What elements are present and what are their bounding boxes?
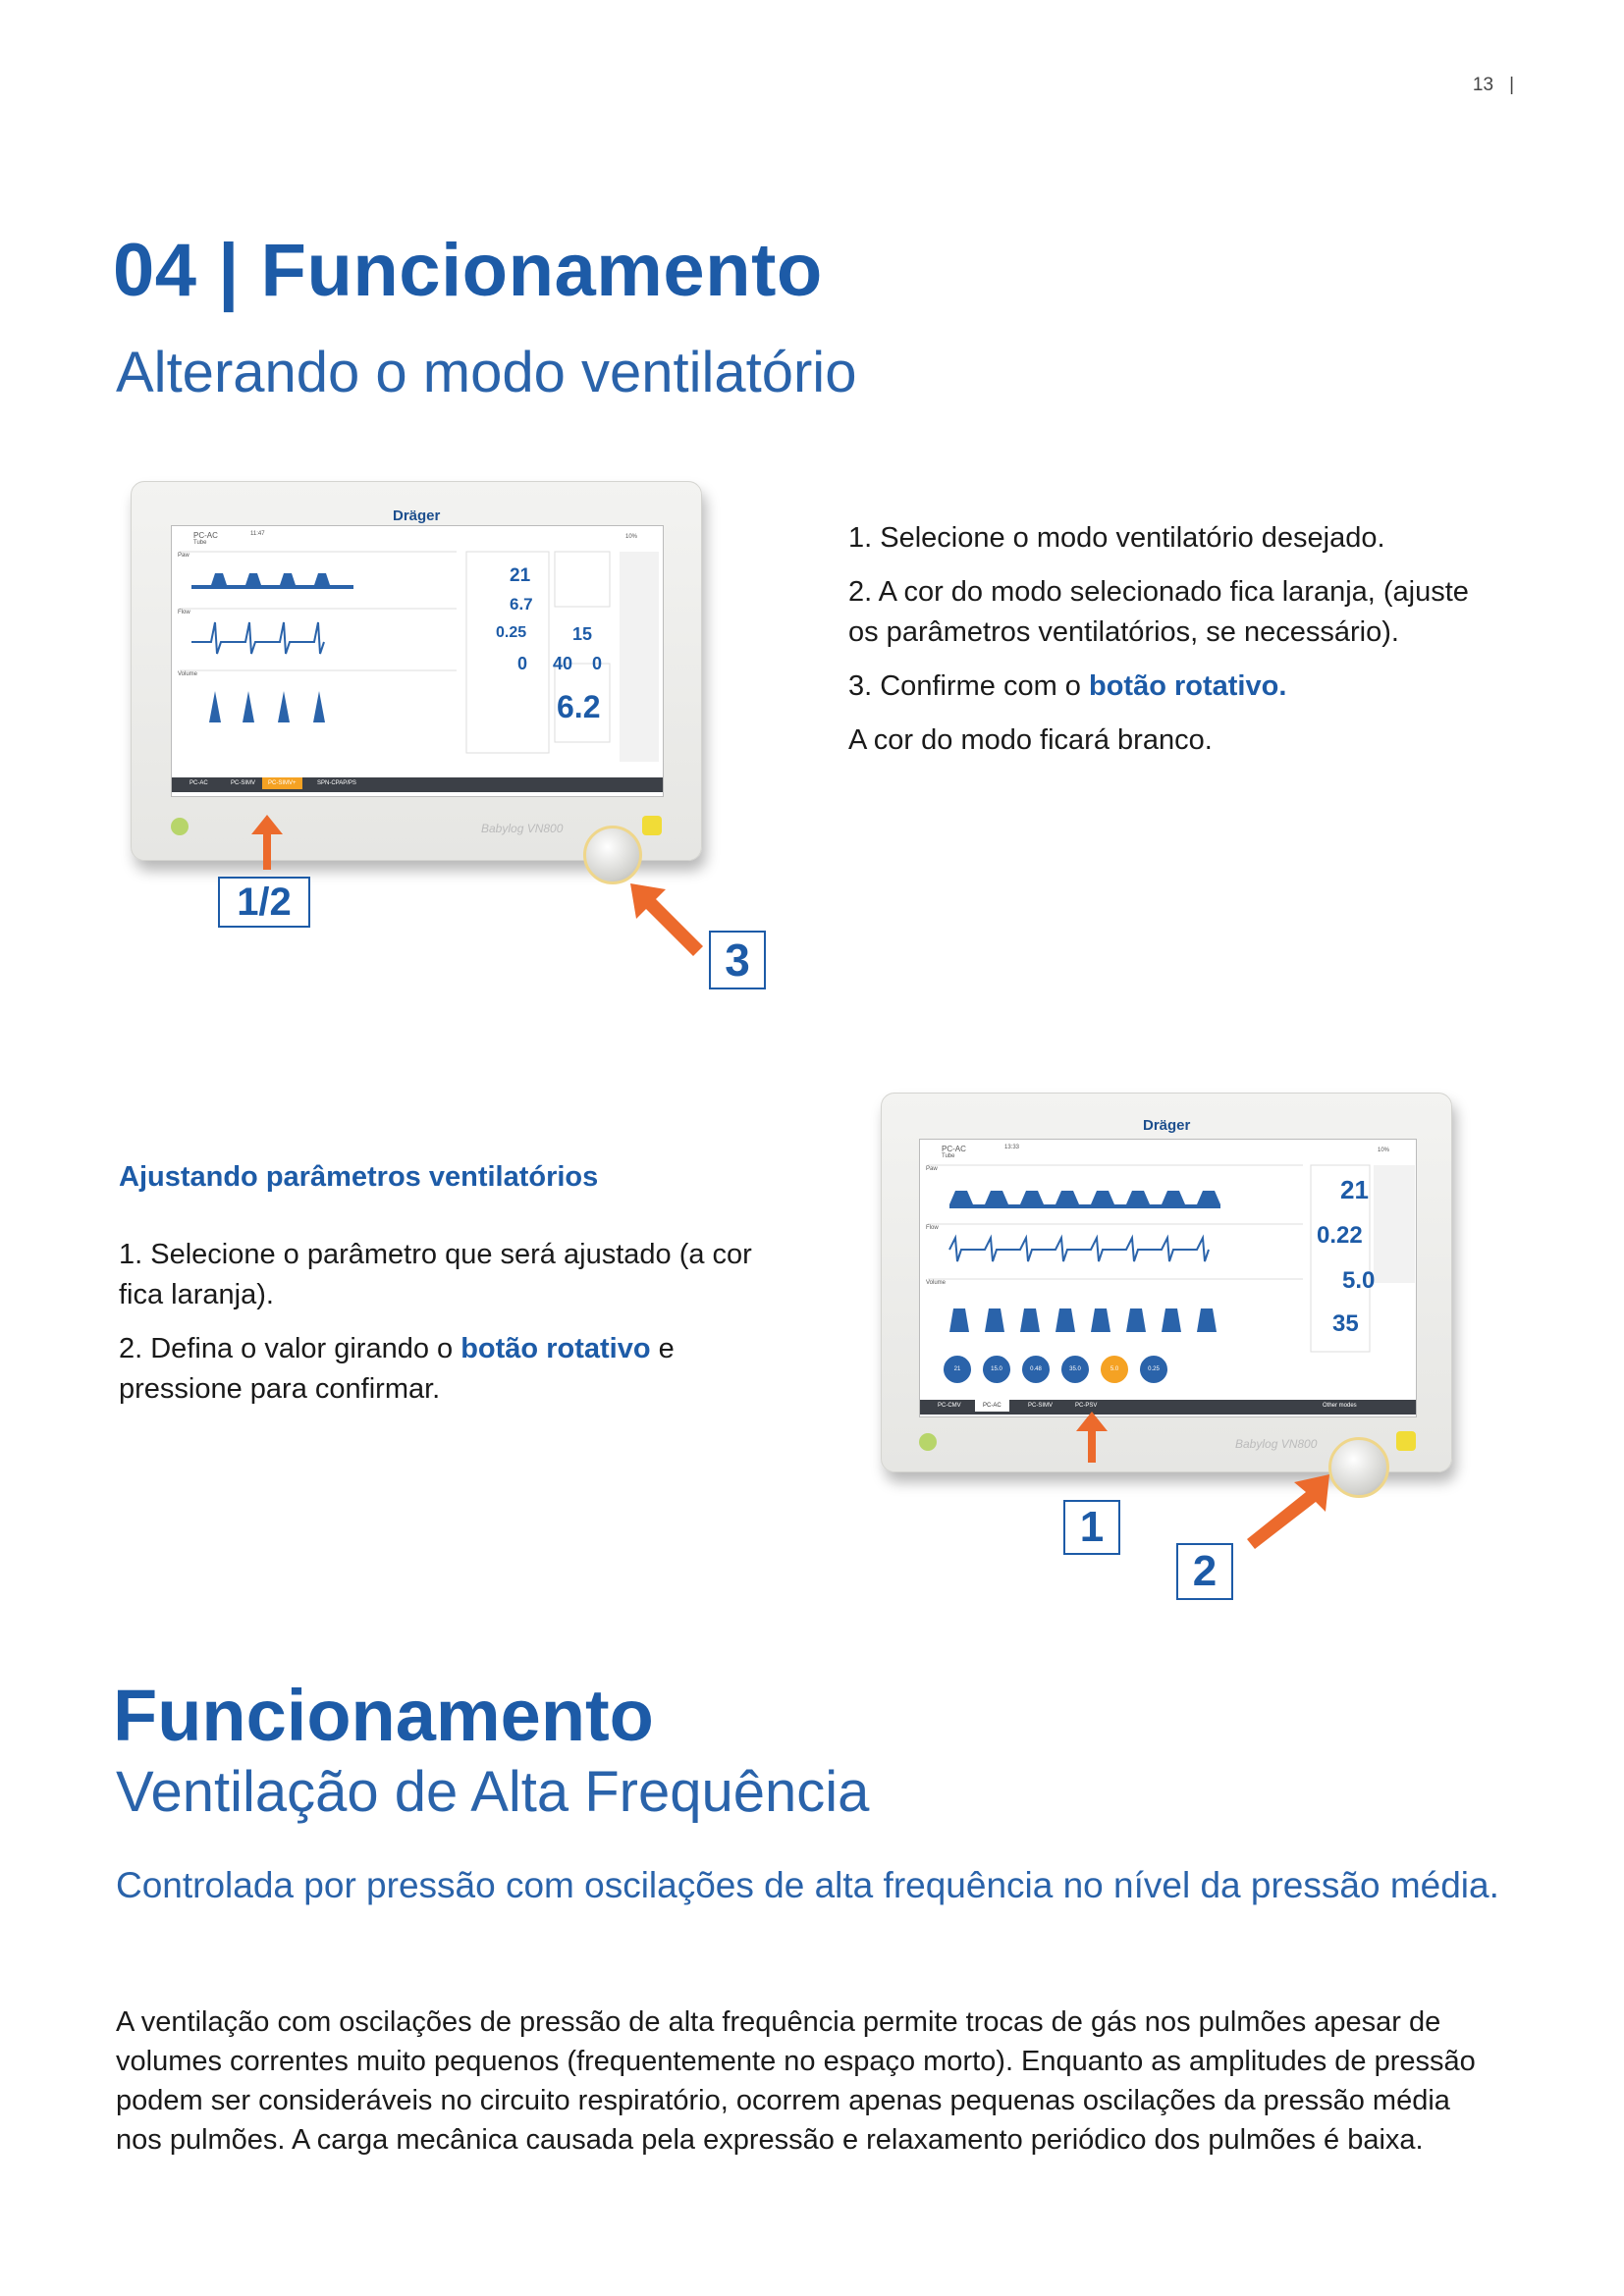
param-dial-selected[interactable]: 5.0 bbox=[1101, 1356, 1128, 1383]
brand-logo: Dräger bbox=[1143, 1117, 1191, 1134]
mode-tab-selected[interactable]: PC-AC bbox=[975, 1400, 1009, 1412]
step-1: 1. Selecione o modo ventilatório desejado. bbox=[848, 522, 1385, 554]
rotary-button-ref: botão rotativo bbox=[460, 1333, 651, 1364]
step-3: 3. Confirme com o botão rotativo. bbox=[848, 670, 1287, 702]
adjust-text bbox=[119, 1235, 767, 1423]
section-subtitle: Alterando o modo ventilatório bbox=[116, 341, 857, 404]
brand-logo: Dräger bbox=[393, 507, 441, 524]
ventilator-device-2 bbox=[881, 1093, 1452, 1472]
mode-bar bbox=[172, 777, 663, 792]
rotary-knob[interactable] bbox=[1328, 1437, 1389, 1498]
adjust-step-1: 1. Selecione o parâmetro que será ajustado (a cor fica laranja). bbox=[119, 1239, 752, 1310]
mode-tab[interactable]: PC-SIMV bbox=[231, 780, 256, 786]
arrow-diagonal-icon bbox=[1243, 1472, 1331, 1551]
param-dial[interactable]: 35.0 bbox=[1061, 1356, 1089, 1383]
model-name: Babylog VN800 bbox=[1235, 1437, 1318, 1451]
adjust-step-2: 2. Defina o valor girando o botão rotativo e pressione para confirmar. bbox=[119, 1333, 675, 1405]
model-name: Babylog VN800 bbox=[481, 822, 564, 835]
adjust-title: Ajustando parâmetros ventilatórios bbox=[119, 1161, 599, 1193]
arrow-diagonal-icon bbox=[628, 881, 707, 960]
section-title: 04 | Funcionamento bbox=[113, 229, 823, 312]
mode-tab[interactable]: SPN-CPAP/PS bbox=[317, 780, 356, 786]
page-number: 13 | bbox=[1472, 75, 1514, 95]
mode-tab[interactable]: PC-SIMV bbox=[1028, 1403, 1054, 1409]
alarm-button[interactable] bbox=[1396, 1431, 1416, 1451]
callout-label-1: 1 bbox=[1063, 1500, 1120, 1555]
arrow-up-icon bbox=[1072, 1410, 1111, 1465]
power-indicator bbox=[171, 818, 189, 835]
arrow-up-icon bbox=[247, 813, 287, 872]
hfo-lead: Controlada por pressão com oscilações de alta frequência no nível da pressão média. bbox=[116, 1865, 1499, 1905]
hfo-body: A ventilação com oscilações de pressão de alta frequência permite trocas de gás nos pulmões apesar de volumes correntes muito pequenos (frequentemente no espaço morto). Enquanto as amplitudes de pressão podem ser consideráveis no circuito respiratório, ocorrem apenas pequenas oscilações da pressão média nos pulmões. A carga mecânica causada pela expressão e relaxamento periódico dos pulmões é baixa. bbox=[116, 2006, 1476, 2156]
device-screen: PC-AC Tube 13:33 10% Paw Flow Volume 21 0.22 5.0 35 21 15.0 0.48 35.0 5.0 0.25 PC-CMV PC-AC PC-SIMV PC-PSV Other modes bbox=[919, 1139, 1417, 1417]
param-dial[interactable]: 15.0 bbox=[983, 1356, 1010, 1383]
mode-bar bbox=[920, 1400, 1416, 1415]
callout-label-3: 3 bbox=[709, 931, 766, 989]
device-screen: PC-AC Tube 11:47 10% Paw Flow Volume 21 6.7 0.25 15 0 40 0 6.2 PC-AC PC-SIMV PC-SIMV+ SPN-CPAP/PS bbox=[171, 525, 664, 797]
step-4: A cor do modo ficará branco. bbox=[848, 724, 1213, 756]
ventilator-device-1 bbox=[131, 481, 702, 861]
param-dial[interactable]: 0.25 bbox=[1140, 1356, 1167, 1383]
param-dial[interactable]: 0.48 bbox=[1022, 1356, 1050, 1383]
rotary-knob[interactable] bbox=[583, 826, 642, 884]
mode-tab[interactable]: PC-CMV bbox=[938, 1403, 961, 1409]
callout-label-1-2: 1/2 bbox=[218, 877, 310, 928]
callout-label-2: 2 bbox=[1176, 1543, 1233, 1600]
hfo-title: Funcionamento bbox=[113, 1675, 654, 1756]
param-dial[interactable]: 21 bbox=[944, 1356, 971, 1383]
mode-tab[interactable]: PC-AC bbox=[189, 780, 208, 786]
rotary-button-ref: botão rotativo. bbox=[1088, 670, 1287, 702]
alarm-button[interactable] bbox=[642, 816, 662, 835]
mode-tab[interactable]: PC-PSV bbox=[1075, 1403, 1098, 1409]
steps-list bbox=[848, 518, 1477, 774]
other-modes-button[interactable]: Other modes bbox=[1323, 1403, 1357, 1409]
power-indicator bbox=[919, 1433, 937, 1451]
step-2: 2. A cor do modo selecionado fica laranja, (ajuste os parâmetros ventilatórios, se necessário). bbox=[848, 576, 1469, 648]
hfo-subtitle: Ventilação de Alta Frequência bbox=[116, 1760, 870, 1824]
mode-tab-selected[interactable]: PC-SIMV+ bbox=[262, 777, 302, 789]
